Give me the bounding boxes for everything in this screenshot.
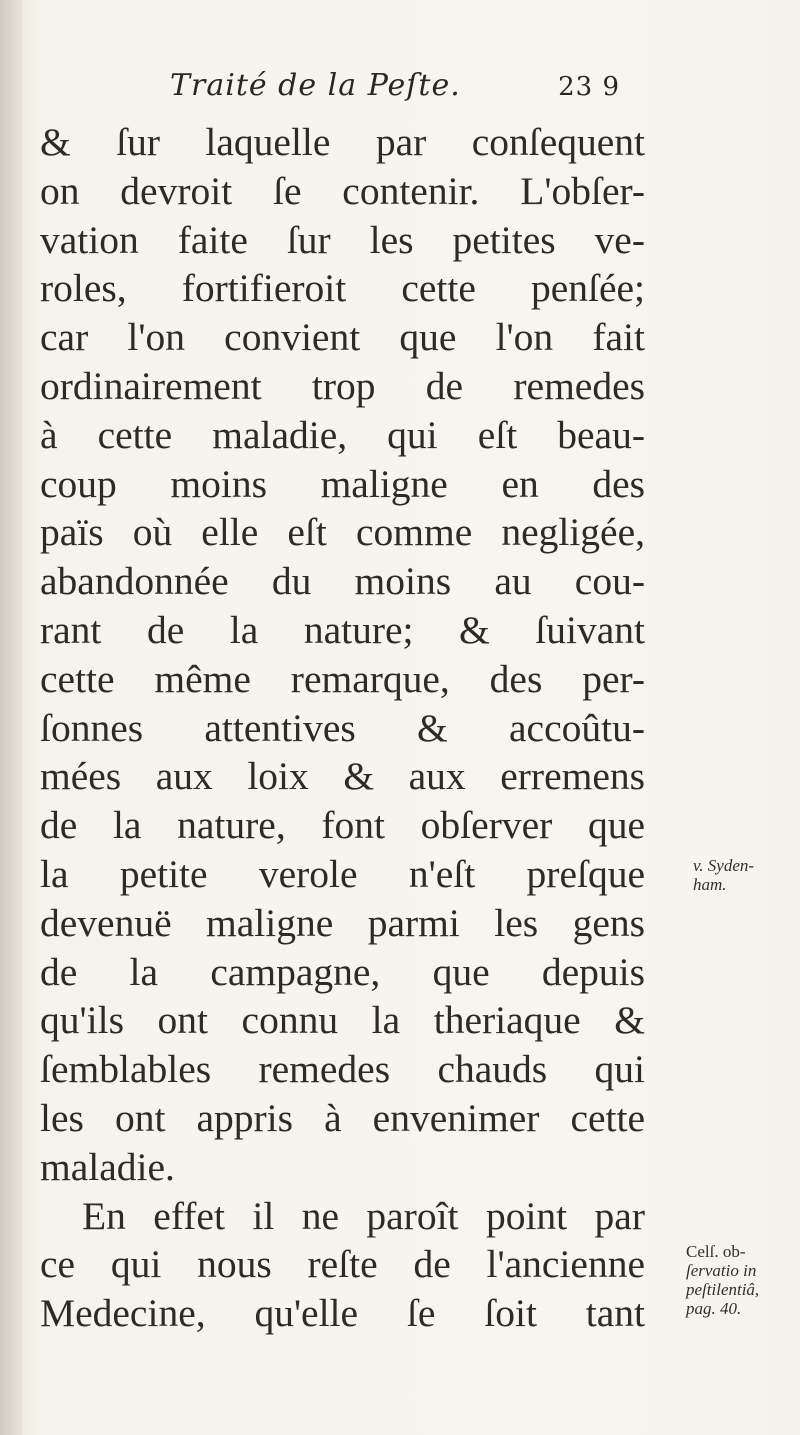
margin-note-line: ſervatio in (686, 1261, 757, 1280)
text-line: devenuë maligne parmi les gens (40, 900, 645, 945)
body-text (40, 118, 645, 1338)
running-head-title: Traité de la Peſte. (170, 68, 461, 103)
text-line: En effet il ne paroît point par (82, 1193, 645, 1238)
text-line: païs où elle eſt comme negligée, (40, 510, 645, 555)
text-line: & ſur laquelle par conſequent (40, 120, 645, 164)
margin-note-line: pag. 40. (686, 1299, 742, 1318)
text-line: qu'ils ont connu la theriaque & (40, 998, 645, 1043)
margin-note-line: v. Syden- (693, 856, 755, 875)
gutter-shadow (0, 0, 22, 1435)
margin-note-line: peſtilentiâ, (686, 1280, 760, 1299)
text-line: on devroit ſe contenir. L'obſer- (40, 168, 645, 213)
text-line: abandonnée du moins au cou- (40, 559, 645, 604)
text-line: ſemblables remedes chauds qui (40, 1047, 645, 1092)
text-line: ce qui nous reſte de l'ancienne (40, 1242, 645, 1287)
text-line: Medecine, qu'elle ſe ſoit tant (40, 1291, 645, 1336)
running-head (170, 68, 630, 103)
text-line: les ont appris à envenimer cette (40, 1095, 645, 1140)
margin-note-celsus (686, 1242, 759, 1318)
text-line: la petite verole n'eſt preſque (40, 851, 645, 896)
text-line: mées aux loix & aux erremens (40, 754, 645, 799)
text-line: à cette maladie, qui eſt beau- (40, 412, 645, 457)
text-line: cette même remarque, des per- (40, 656, 645, 701)
text-line: ſonnes attentives & accoûtu- (40, 705, 645, 750)
text-line: roles, fortifieroit cette penſée; (40, 266, 645, 311)
text-line: car l'on convient que l'on fait (40, 315, 645, 360)
margin-note-sydenham (693, 856, 754, 894)
text-line: de la nature, font obſerver que (40, 803, 645, 848)
page-number: 23 9 (558, 72, 620, 102)
text-line: de la campagne, que depuis (40, 949, 645, 994)
margin-note-line: ham. (693, 875, 727, 894)
text-line: vation faite ſur les petites ve- (40, 217, 645, 262)
text-line: rant de la nature; & ſuivant (40, 607, 645, 652)
text-line: ordinairement trop de remedes (40, 363, 645, 408)
text-line: coup moins maligne en des (40, 461, 645, 506)
text-line: maladie. (40, 1144, 175, 1189)
margin-note-line: Celſ. ob- (686, 1242, 746, 1261)
